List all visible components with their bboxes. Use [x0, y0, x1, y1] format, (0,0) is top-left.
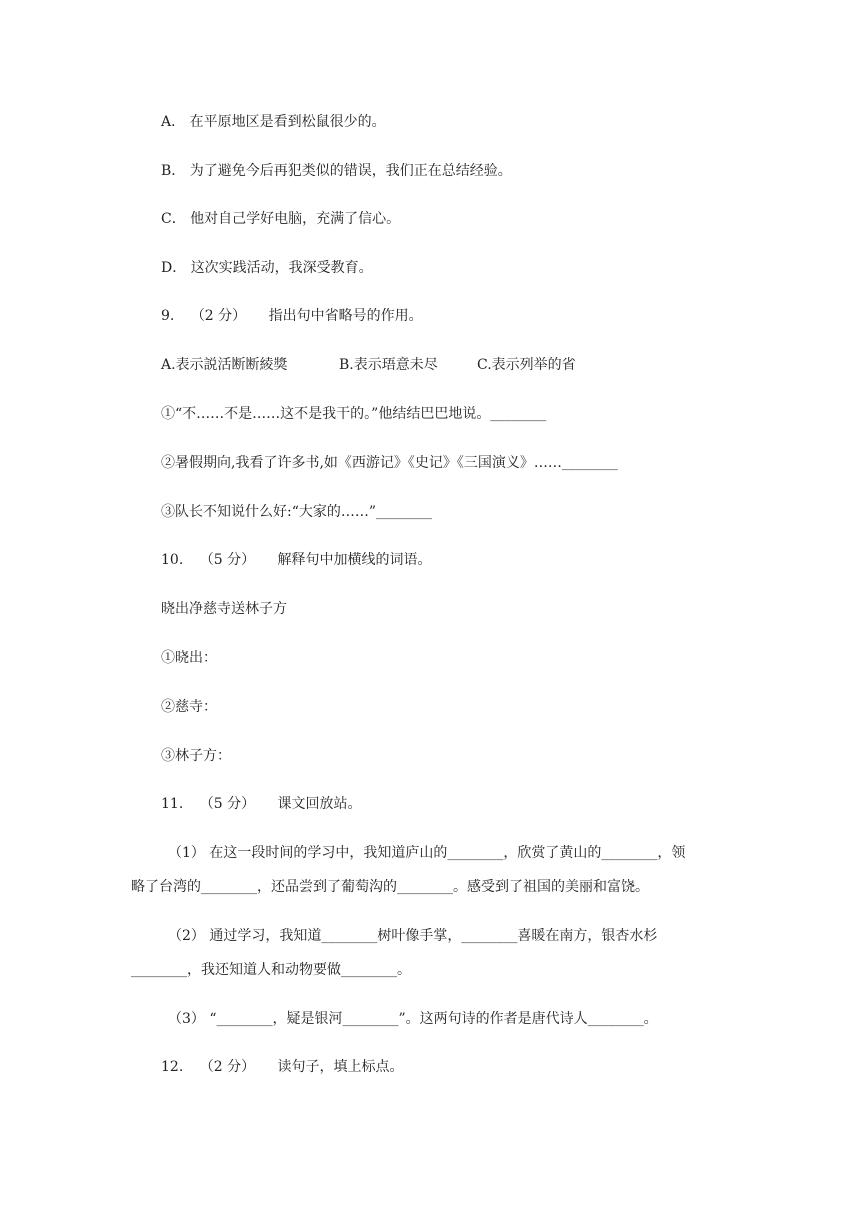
question-11-sub2-line2: ________，我还知道人和动物要做________。	[131, 962, 411, 978]
question-10-number: 10.	[161, 552, 184, 568]
question-9-item-3: ③队长不知说什么好:“大家的……”________	[161, 504, 433, 520]
question-11-heading	[161, 794, 362, 814]
question-10-item-3: ③林子方：	[161, 748, 231, 764]
question-10-item-1: ①晓出：	[161, 650, 217, 666]
poem-title: 晓出净慈寺送林子方	[161, 601, 287, 617]
question-9-item-1: ①“不……不是……这不是我干的。”他结结巴巴地说。________	[161, 406, 547, 422]
question-9-score: （2 分）	[190, 308, 247, 324]
option-c-label: C．	[161, 211, 186, 227]
choice-a: A.表示説活断断綾獎	[161, 357, 288, 373]
question-11-number: 11.	[161, 796, 184, 812]
option-b-text: 为了避免今后再犯类似的错误，我们正在总结经验。	[189, 163, 512, 179]
option-a-label: A．	[161, 114, 186, 130]
option-c-text: 他对自己学好电脑，充满了信心。	[190, 211, 401, 227]
option-d-label: D．	[161, 260, 187, 276]
question-11-sub3-line1: （3） “________，疑是银河________”。这两句诗的作者是唐代诗人________。	[168, 1011, 658, 1027]
question-11-prompt: 课文回放站。	[277, 796, 362, 812]
question-11-sub2-line1: （2） 通过学习，我知道________树叶像手掌，________喜暖在南方，银杏水杉	[168, 928, 658, 944]
question-12-prompt: 读句子，填上标点。	[277, 1059, 404, 1075]
question-10-item-2: ②慈寺：	[161, 699, 217, 715]
question-9-choices	[161, 355, 288, 375]
question-9-prompt: 指出句中省略号的作用。	[268, 308, 423, 324]
option-d	[161, 258, 373, 278]
question-9-item-2: ②暑假期向,我看了许多书,如《西游记》《史记》《三国演义》……________	[161, 455, 618, 471]
question-11-sub1-line1: （1） 在这一段时间的学习中，我知道庐山的________，欣赏了黄山的________，领	[168, 845, 686, 861]
question-10-score: （5 分）	[199, 552, 256, 568]
choice-b: B.表示珸意未尽	[339, 357, 438, 373]
question-9-number: 9.	[161, 308, 175, 324]
option-c	[161, 209, 400, 229]
question-10-heading	[161, 550, 432, 570]
option-a-text: 在平原地区是看到松鼠很少的。	[189, 114, 386, 130]
question-12-score: （2 分）	[199, 1059, 256, 1075]
option-b-label: B．	[161, 163, 186, 179]
option-b	[161, 161, 512, 181]
option-d-text: 这次实践活动，我深受教育。	[190, 260, 373, 276]
question-9-heading	[161, 306, 423, 326]
question-12-heading	[161, 1057, 404, 1077]
option-a	[161, 112, 386, 132]
question-9-choice-b-wrap	[339, 355, 438, 375]
question-10-prompt: 解释句中加横线的词语。	[277, 552, 432, 568]
question-11-sub1-line2: 略了台湾的________，还品尝到了葡萄沟的________。感受到了祖国的美丽和富饶。	[131, 879, 649, 895]
question-12-number: 12.	[161, 1059, 184, 1075]
question-9-choice-c-wrap	[477, 355, 576, 375]
choice-c: C.表示列举的省	[477, 357, 576, 373]
question-11-score: （5 分）	[199, 796, 256, 812]
